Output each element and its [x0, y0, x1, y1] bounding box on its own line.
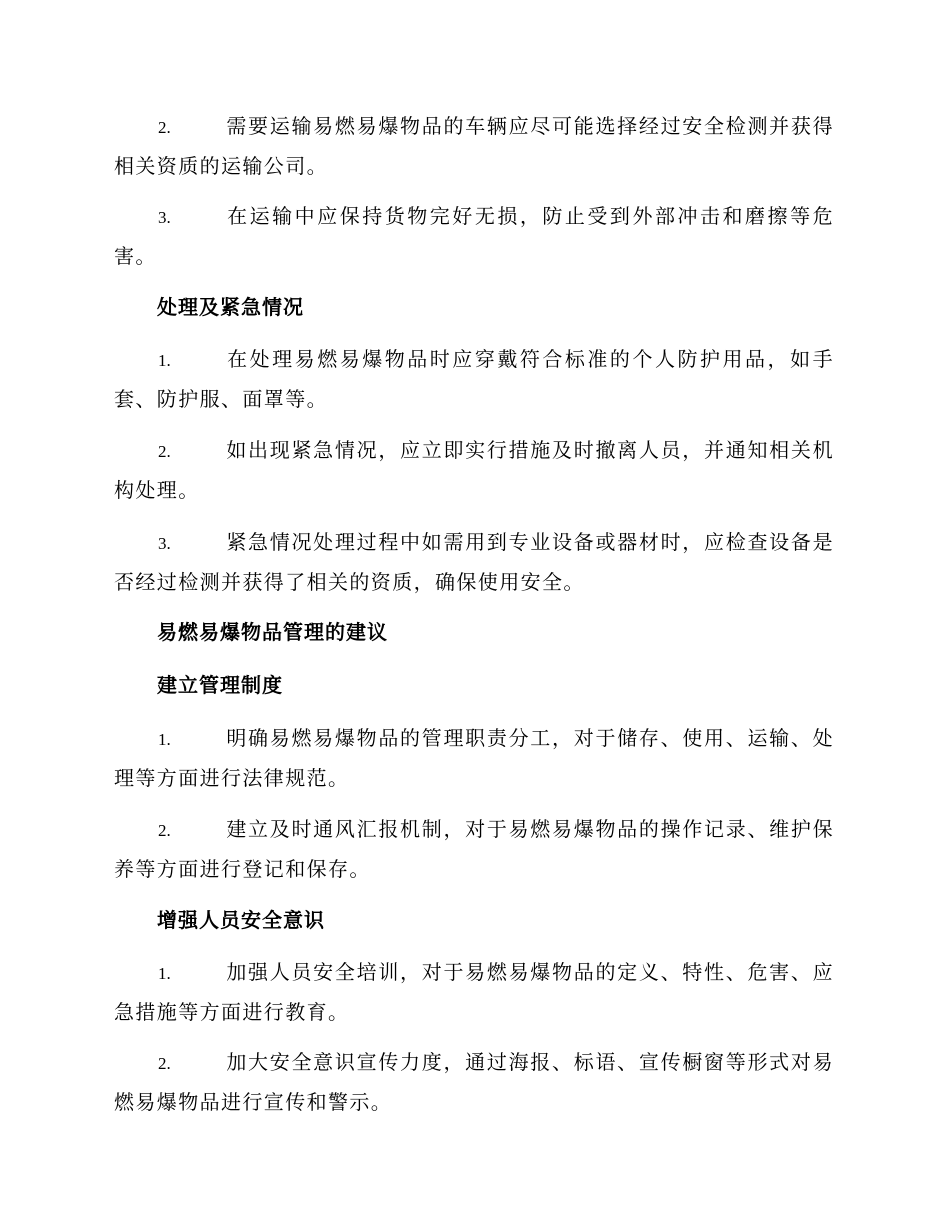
item-text: 加强人员安全培训，对于易燃易爆物品的定义、特性、危害、应急措施等方面进行教育。: [114, 960, 834, 1024]
item-number: 2.: [158, 118, 171, 137]
item-number: 2.: [158, 821, 171, 840]
item-text: 在处理易燃易爆物品时应穿戴符合标准的个人防护用品，如手套、防护服、面罩等。: [114, 347, 834, 411]
item-text: 需要运输易燃易爆物品的车辆应尽可能选择经过安全检测并获得相关资质的运输公司。: [114, 114, 834, 178]
section-heading: 处理及紧急情况: [157, 295, 304, 319]
item-number: 2.: [158, 442, 171, 461]
item-number: 2.: [158, 1054, 171, 1073]
list-item: [114, 810, 834, 889]
list-item: [114, 340, 834, 419]
item-number: 3.: [158, 534, 171, 553]
item-text: 紧急情况处理过程中如需用到专业设备或器材时，应检查设备是否经过检测并获得了相关的资质，确保使用安全。: [114, 530, 834, 594]
item-number: 1.: [158, 964, 171, 983]
item-number: 1.: [158, 351, 171, 370]
item-text: 如出现紧急情况，应立即实行措施及时撤离人员，并通知相关机构处理。: [114, 438, 834, 502]
list-item: [114, 431, 834, 510]
section-heading: 易燃易爆物品管理的建议: [157, 620, 388, 644]
list-item: [114, 197, 834, 276]
item-text: 加大安全意识宣传力度，通过海报、标语、宣传橱窗等形式对易燃易爆物品进行宣传和警示。: [114, 1050, 834, 1114]
item-number: 3.: [158, 208, 171, 227]
list-item: [114, 107, 834, 186]
list-item: [114, 953, 834, 1032]
item-text: 在运输中应保持货物完好无损，防止受到外部冲击和磨擦等危害。: [114, 204, 834, 268]
section-heading: 增强人员安全意识: [157, 908, 325, 932]
list-item: [114, 719, 834, 798]
list-item: [114, 1043, 834, 1122]
section-heading: 建立管理制度: [157, 673, 283, 697]
item-text: 明确易燃易爆物品的管理职责分工，对于储存、使用、运输、处理等方面进行法律规范。: [114, 726, 834, 790]
list-item: [114, 523, 834, 602]
item-text: 建立及时通风汇报机制，对于易燃易爆物品的操作记录、维护保养等方面进行登记和保存。: [114, 817, 834, 881]
item-number: 1.: [158, 730, 171, 749]
